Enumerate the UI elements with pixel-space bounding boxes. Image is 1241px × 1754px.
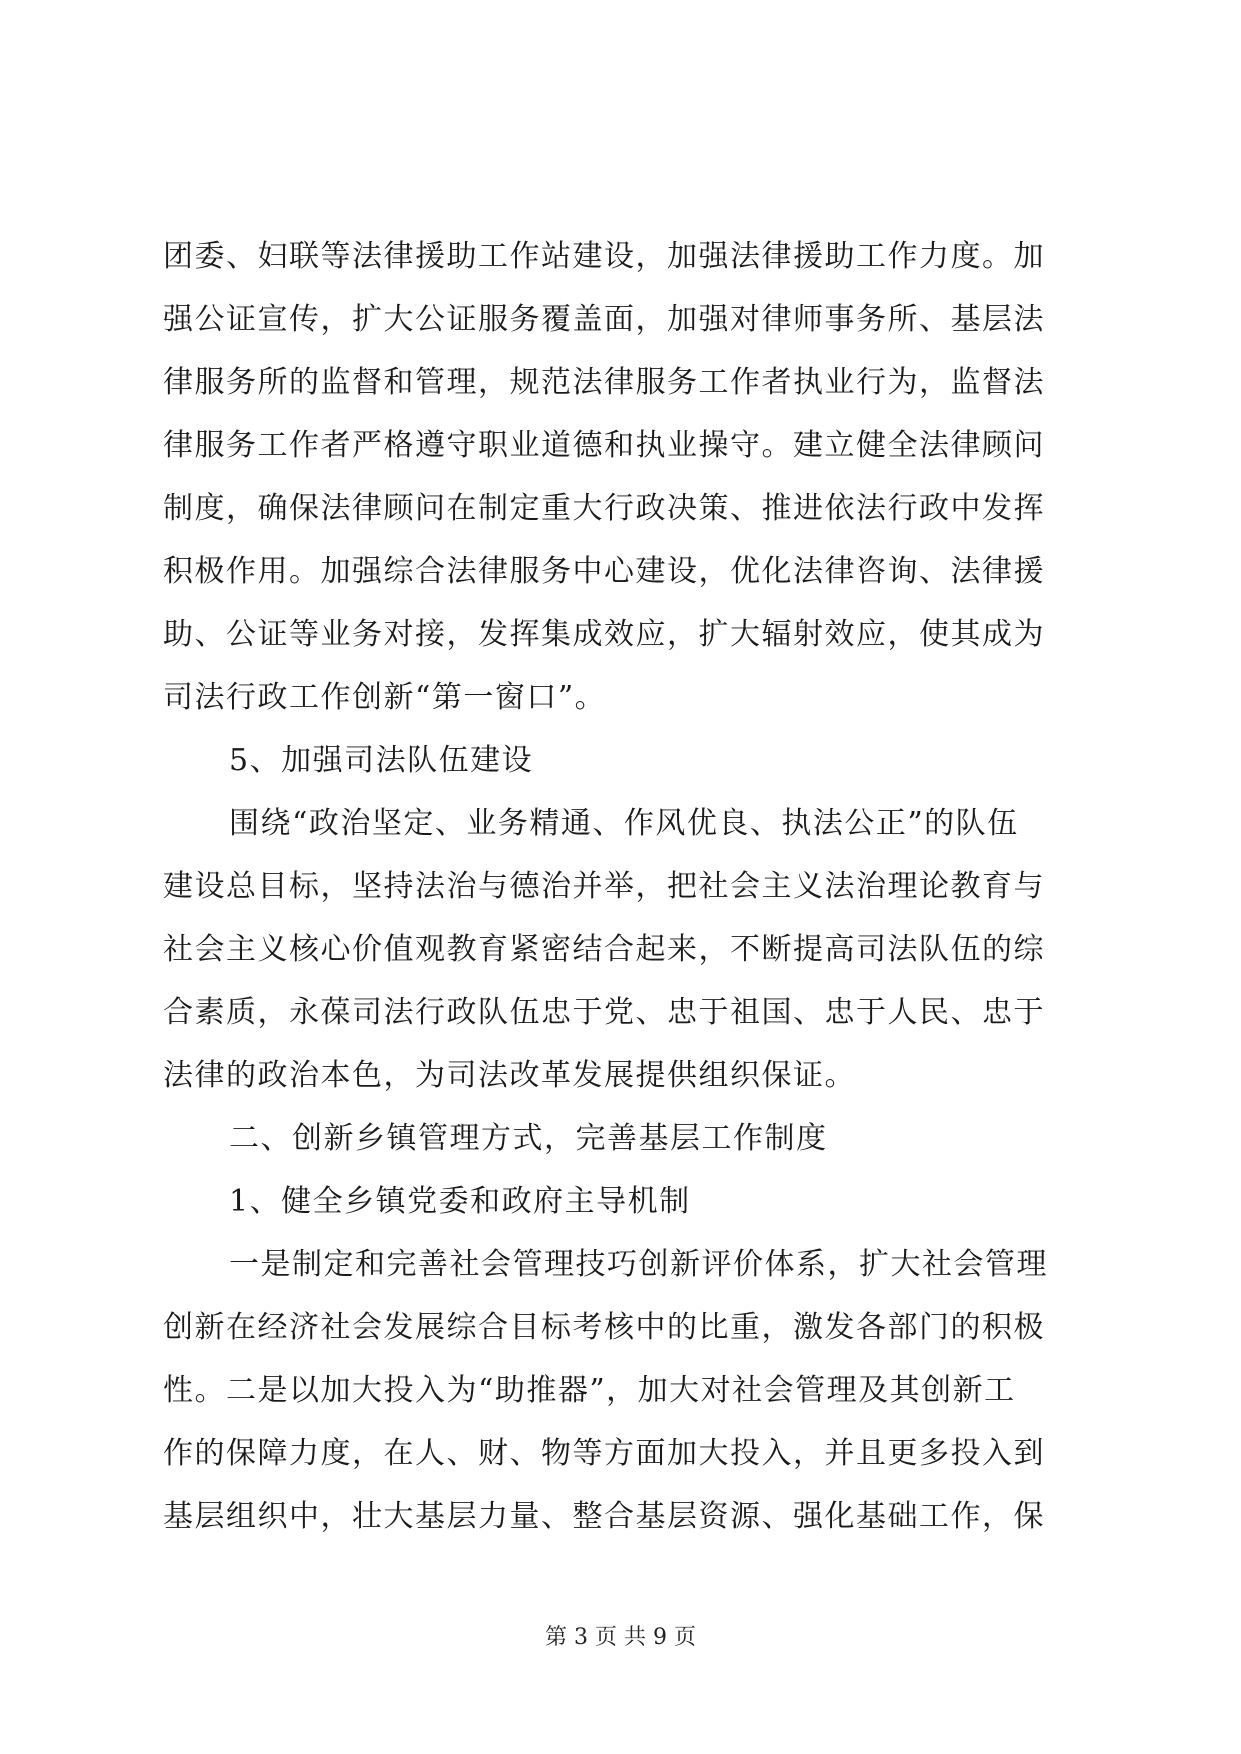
text-line: 建设总目标，坚持法治与德治并举，把社会主义法治理论教育与 [163,869,1045,904]
text-line: 律服务工作者严格遵守职业道德和执业操守。建立健全法律顾问 [163,428,1045,463]
text-line: 创新在经济社会发展综合目标考核中的比重，激发各部门的积极 [163,1310,1045,1345]
page-footer: 第 3 页 共 9 页 [545,1625,696,1650]
text-line: 社会主义核心价值观教育紧密结合起来，不断提高司法队伍的综 [163,932,1045,967]
document-body [163,225,1083,1548]
text-line: 1、健全乡镇党委和政府主导机制 [229,1184,691,1219]
text-line: 助、公证等业务对接，发挥集成效应，扩大辐射效应，使其成为 [163,617,1045,652]
text-line: 团委、妇联等法律援助工作站建设，加强法律援助工作力度。加 [163,239,1045,274]
text-line: 司法行政工作创新“第一窗口”。 [163,680,607,715]
text-line: 性。二是以加大投入为“助推器”，加大对社会管理及其创新工 [163,1373,1016,1408]
text-line: 围绕“政治坚定、业务精通、作风优良、执法公正”的队伍 [229,806,1019,841]
text-line: 一是制定和完善社会管理技巧创新评价体系，扩大社会管理 [229,1247,1048,1282]
text-line: 5、加强司法队伍建设 [229,743,534,778]
text-line: 二、创新乡镇管理方式，完善基层工作制度 [229,1121,828,1156]
text-line: 积极作用。加强综合法律服务中心建设，优化法律咨询、法律援 [163,554,1045,589]
text-line: 法律的政治本色，为司法改革发展提供组织保证。 [163,1058,856,1093]
text-line: 律服务所的监督和管理，规范法律服务工作者执业行为，监督法 [163,365,1045,400]
text-line: 基层组织中，壮大基层力量、整合基层资源、强化基础工作，保 [163,1499,1045,1534]
text-line: 作的保障力度，在人、财、物等方面加大投入，并且更多投入到 [163,1436,1045,1471]
text-line: 合素质，永葆司法行政队伍忠于党、忠于祖国、忠于人民、忠于 [163,995,1045,1030]
text-line: 强公证宣传，扩大公证服务覆盖面，加强对律师事务所、基层法 [163,302,1045,337]
text-line: 制度，确保法律顾问在制定重大行政决策、推进依法行政中发挥 [163,491,1045,526]
